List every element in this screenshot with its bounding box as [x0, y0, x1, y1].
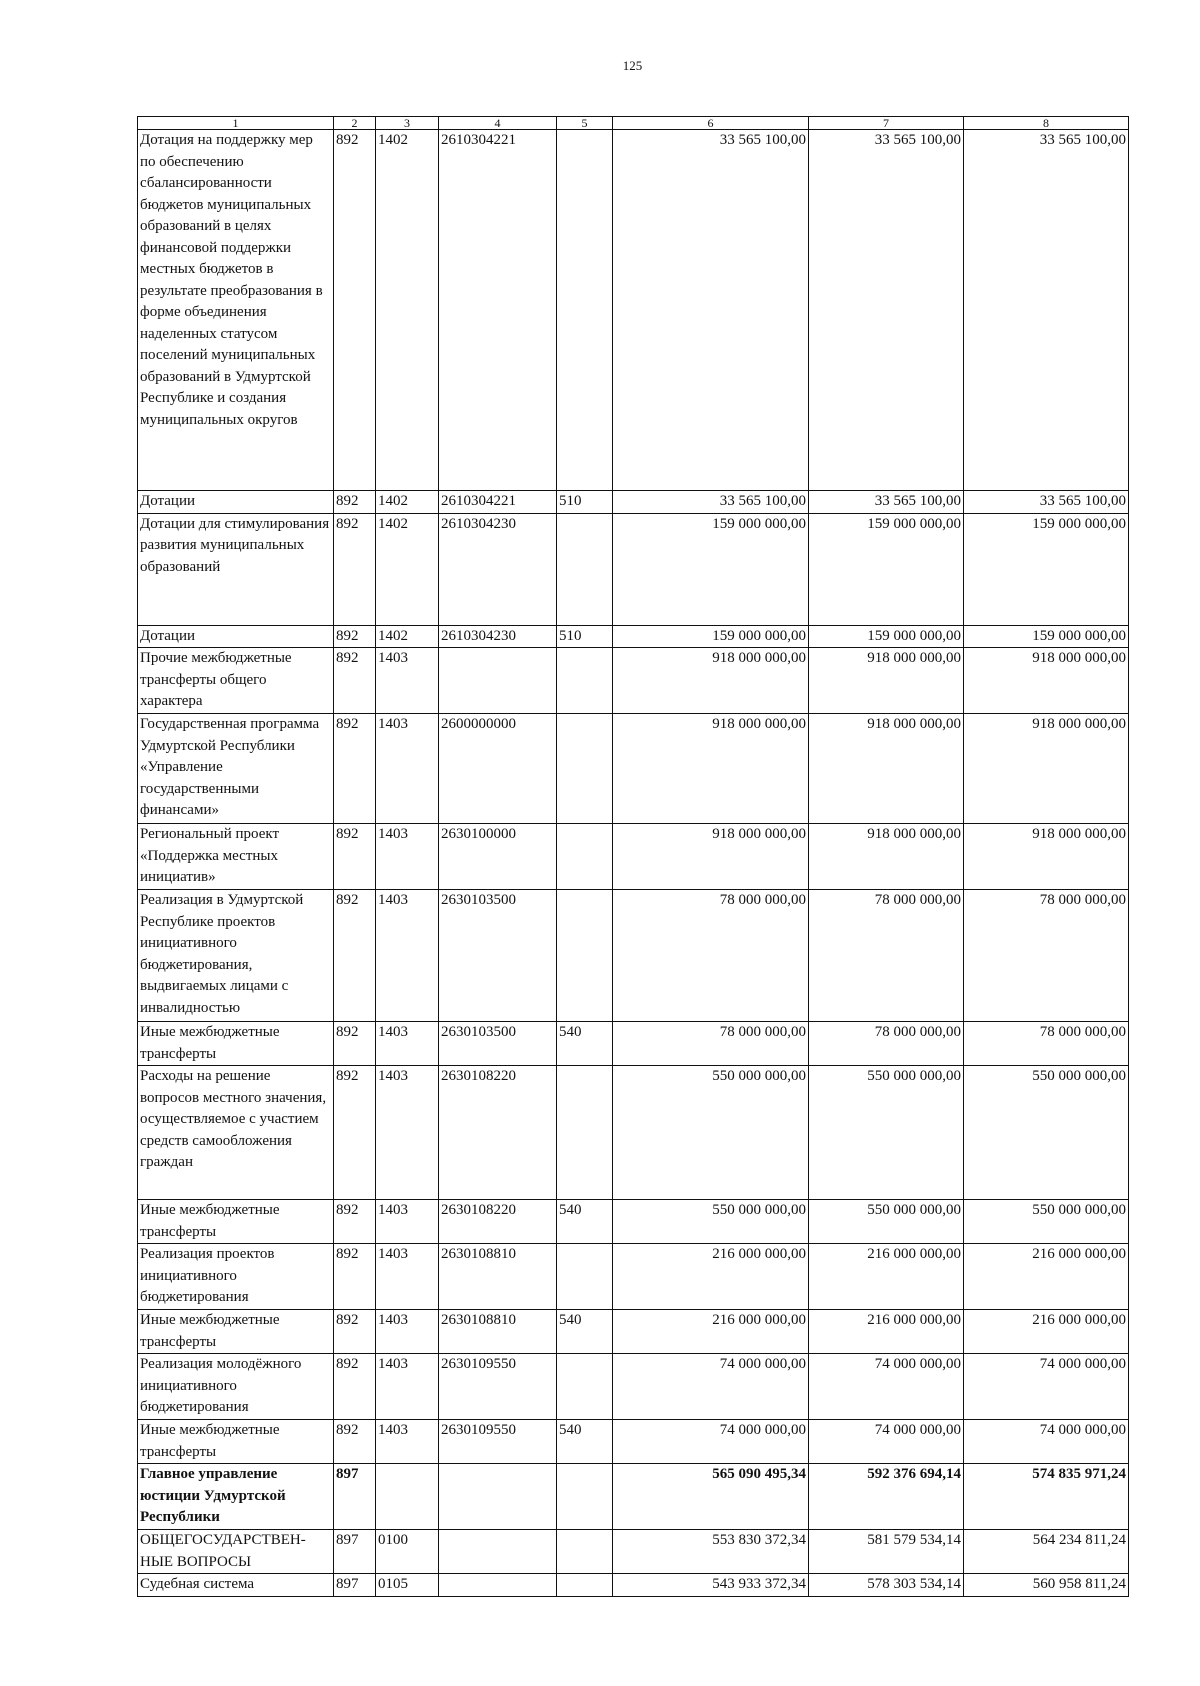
target-article-code: 2610304221 — [439, 130, 557, 491]
grbs-code: 892 — [334, 824, 376, 890]
amount-year-3: 918 000 000,00 — [964, 648, 1129, 714]
section-code: 1402 — [376, 513, 439, 625]
expense-type-code — [557, 648, 613, 714]
table-row — [138, 491, 1129, 514]
amount-year-3: 918 000 000,00 — [964, 824, 1129, 890]
row-name: Иные межбюджетные трансферты — [138, 1200, 334, 1244]
section-code: 1402 — [376, 625, 439, 648]
target-article-code: 2610304221 — [439, 491, 557, 514]
amount-year-1: 33 565 100,00 — [613, 491, 809, 514]
header-cell: 8 — [964, 117, 1129, 130]
target-article-code: 2630103500 — [439, 1022, 557, 1066]
section-code: 1403 — [376, 1244, 439, 1310]
amount-year-2: 918 000 000,00 — [809, 824, 964, 890]
grbs-code: 892 — [334, 1354, 376, 1420]
amount-year-3: 216 000 000,00 — [964, 1310, 1129, 1354]
amount-year-3: 560 958 811,24 — [964, 1574, 1129, 1597]
grbs-code: 892 — [334, 1022, 376, 1066]
amount-year-2: 918 000 000,00 — [809, 648, 964, 714]
amount-year-2: 592 376 694,14 — [809, 1464, 964, 1530]
amount-year-2: 918 000 000,00 — [809, 714, 964, 824]
grbs-code: 892 — [334, 890, 376, 1022]
grbs-code: 892 — [334, 130, 376, 491]
budget-table — [137, 116, 1129, 1597]
table-row — [138, 1200, 1129, 1244]
row-name: Иные межбюджетные трансферты — [138, 1420, 334, 1464]
expense-type-code: 510 — [557, 625, 613, 648]
expense-type-code: 540 — [557, 1022, 613, 1066]
table-row — [138, 1354, 1129, 1420]
section-code: 0100 — [376, 1530, 439, 1574]
amount-year-3: 33 565 100,00 — [964, 491, 1129, 514]
expense-type-code — [557, 1464, 613, 1530]
grbs-code: 892 — [334, 1200, 376, 1244]
grbs-code: 892 — [334, 648, 376, 714]
expense-type-code: 510 — [557, 491, 613, 514]
amount-year-3: 550 000 000,00 — [964, 1066, 1129, 1200]
row-name: Региональный проект «Поддержка местных инициатив» — [138, 824, 334, 890]
row-name: Дотации — [138, 625, 334, 648]
expense-type-code — [557, 130, 613, 491]
target-article-code: 2610304230 — [439, 625, 557, 648]
grbs-code: 892 — [334, 491, 376, 514]
section-code: 1403 — [376, 714, 439, 824]
row-name: Реализация проектов инициативного бюджетирования — [138, 1244, 334, 1310]
table-row — [138, 1420, 1129, 1464]
section-code: 1403 — [376, 648, 439, 714]
expense-type-code — [557, 1244, 613, 1310]
table-row — [138, 1310, 1129, 1354]
amount-year-3: 33 565 100,00 — [964, 130, 1129, 491]
target-article-code: 2630108220 — [439, 1066, 557, 1200]
header-cell: 7 — [809, 117, 964, 130]
grbs-code: 892 — [334, 714, 376, 824]
section-code: 1403 — [376, 1022, 439, 1066]
amount-year-3: 74 000 000,00 — [964, 1354, 1129, 1420]
header-cell: 2 — [334, 117, 376, 130]
target-article-code — [439, 1574, 557, 1597]
amount-year-3: 918 000 000,00 — [964, 714, 1129, 824]
page-number: 125 — [622, 58, 643, 73]
expense-type-code: 540 — [557, 1420, 613, 1464]
table-row — [138, 1244, 1129, 1310]
grbs-code: 897 — [334, 1530, 376, 1574]
header-cell: 6 — [613, 117, 809, 130]
section-code: 1403 — [376, 1310, 439, 1354]
grbs-code: 892 — [334, 1244, 376, 1310]
amount-year-3: 564 234 811,24 — [964, 1530, 1129, 1574]
row-name: Реализация в Удмуртской Республике проектов инициативного бюджетирования, выдвигаемых лицами с инвалидностью — [138, 890, 334, 1022]
row-name: Прочие межбюджетные трансферты общего характера — [138, 648, 334, 714]
table-row — [138, 1530, 1129, 1574]
amount-year-1: 159 000 000,00 — [613, 625, 809, 648]
section-code: 1403 — [376, 824, 439, 890]
amount-year-3: 216 000 000,00 — [964, 1244, 1129, 1310]
amount-year-2: 159 000 000,00 — [809, 513, 964, 625]
row-name: ОБЩЕГОСУДАРСТВЕН-НЫЕ ВОПРОСЫ — [138, 1530, 334, 1574]
table-row — [138, 513, 1129, 625]
amount-year-3: 78 000 000,00 — [964, 1022, 1129, 1066]
table-row — [138, 824, 1129, 890]
row-name: Государственная программа Удмуртской Республики «Управление государственными финансами» — [138, 714, 334, 824]
section-code: 1403 — [376, 1420, 439, 1464]
table-row — [138, 130, 1129, 491]
amount-year-2: 74 000 000,00 — [809, 1354, 964, 1420]
row-name: Реализация молодёжного инициативного бюджетирования — [138, 1354, 334, 1420]
target-article-code — [439, 648, 557, 714]
header-cell: 5 — [557, 117, 613, 130]
amount-year-1: 216 000 000,00 — [613, 1310, 809, 1354]
amount-year-1: 216 000 000,00 — [613, 1244, 809, 1310]
section-code: 1402 — [376, 130, 439, 491]
expense-type-code: 540 — [557, 1310, 613, 1354]
header-cell: 4 — [439, 117, 557, 130]
grbs-code: 892 — [334, 1420, 376, 1464]
amount-year-1: 543 933 372,34 — [613, 1574, 809, 1597]
amount-year-2: 33 565 100,00 — [809, 130, 964, 491]
amount-year-2: 78 000 000,00 — [809, 1022, 964, 1066]
target-article-code — [439, 1530, 557, 1574]
target-article-code: 2630103500 — [439, 890, 557, 1022]
section-code: 0105 — [376, 1574, 439, 1597]
grbs-code: 892 — [334, 625, 376, 648]
amount-year-3: 574 835 971,24 — [964, 1464, 1129, 1530]
expense-type-code — [557, 513, 613, 625]
section-code: 1403 — [376, 890, 439, 1022]
amount-year-1: 78 000 000,00 — [613, 1022, 809, 1066]
amount-year-3: 159 000 000,00 — [964, 513, 1129, 625]
target-article-code: 2630108220 — [439, 1200, 557, 1244]
table-row — [138, 1022, 1129, 1066]
grbs-code: 897 — [334, 1574, 376, 1597]
grbs-code: 897 — [334, 1464, 376, 1530]
row-name: Судебная система — [138, 1574, 334, 1597]
amount-year-3: 159 000 000,00 — [964, 625, 1129, 648]
amount-year-1: 565 090 495,34 — [613, 1464, 809, 1530]
target-article-code: 2630108810 — [439, 1310, 557, 1354]
header-cell: 3 — [376, 117, 439, 130]
amount-year-1: 159 000 000,00 — [613, 513, 809, 625]
section-code: 1402 — [376, 491, 439, 514]
expense-type-code — [557, 1574, 613, 1597]
table-row — [138, 1574, 1129, 1597]
section-code — [376, 1464, 439, 1530]
table-row — [138, 625, 1129, 648]
section-code: 1403 — [376, 1354, 439, 1420]
amount-year-1: 550 000 000,00 — [613, 1066, 809, 1200]
expense-type-code — [557, 714, 613, 824]
column-number-header — [138, 117, 1129, 130]
expense-type-code — [557, 1530, 613, 1574]
table-row — [138, 714, 1129, 824]
amount-year-1: 74 000 000,00 — [613, 1354, 809, 1420]
amount-year-1: 918 000 000,00 — [613, 714, 809, 824]
expense-type-code — [557, 1066, 613, 1200]
target-article-code: 2600000000 — [439, 714, 557, 824]
amount-year-1: 33 565 100,00 — [613, 130, 809, 491]
amount-year-1: 918 000 000,00 — [613, 648, 809, 714]
amount-year-2: 33 565 100,00 — [809, 491, 964, 514]
amount-year-1: 550 000 000,00 — [613, 1200, 809, 1244]
row-name: Дотации для стимулирования развития муниципальных образований — [138, 513, 334, 625]
amount-year-1: 918 000 000,00 — [613, 824, 809, 890]
grbs-code: 892 — [334, 1066, 376, 1200]
target-article-code: 2630109550 — [439, 1420, 557, 1464]
expense-type-code — [557, 890, 613, 1022]
target-article-code: 2630100000 — [439, 824, 557, 890]
table-row — [138, 890, 1129, 1022]
header-cell: 1 — [138, 117, 334, 130]
expense-type-code: 540 — [557, 1200, 613, 1244]
grbs-code: 892 — [334, 1310, 376, 1354]
amount-year-1: 78 000 000,00 — [613, 890, 809, 1022]
target-article-code — [439, 1464, 557, 1530]
target-article-code: 2630108810 — [439, 1244, 557, 1310]
table-row — [138, 1066, 1129, 1200]
amount-year-2: 550 000 000,00 — [809, 1066, 964, 1200]
row-name: Иные межбюджетные трансферты — [138, 1022, 334, 1066]
expense-type-code — [557, 1354, 613, 1420]
amount-year-3: 78 000 000,00 — [964, 890, 1129, 1022]
target-article-code: 2610304230 — [439, 513, 557, 625]
grbs-code: 892 — [334, 513, 376, 625]
table-row — [138, 1464, 1129, 1530]
amount-year-2: 78 000 000,00 — [809, 890, 964, 1022]
amount-year-2: 216 000 000,00 — [809, 1310, 964, 1354]
row-name: Расходы на решение вопросов местного значения, осуществляемое с участием средств самообложения граждан — [138, 1066, 334, 1200]
row-name: Дотация на поддержку мер по обеспечению сбалансированности бюджетов муниципальных образований в целях финансовой поддержки местных бюджетов в результате преобразования в форме объединения наделенных статусом поселений муниципальных образований в Удмуртской Республике и создания муниципальных округов — [138, 130, 334, 491]
expense-type-code — [557, 824, 613, 890]
target-article-code: 2630109550 — [439, 1354, 557, 1420]
amount-year-1: 553 830 372,34 — [613, 1530, 809, 1574]
amount-year-3: 550 000 000,00 — [964, 1200, 1129, 1244]
row-name: Иные межбюджетные трансферты — [138, 1310, 334, 1354]
amount-year-2: 550 000 000,00 — [809, 1200, 964, 1244]
amount-year-2: 159 000 000,00 — [809, 625, 964, 648]
amount-year-2: 216 000 000,00 — [809, 1244, 964, 1310]
section-code: 1403 — [376, 1200, 439, 1244]
amount-year-1: 74 000 000,00 — [613, 1420, 809, 1464]
amount-year-3: 74 000 000,00 — [964, 1420, 1129, 1464]
section-code: 1403 — [376, 1066, 439, 1200]
table-row — [138, 648, 1129, 714]
amount-year-2: 74 000 000,00 — [809, 1420, 964, 1464]
row-name: Дотации — [138, 491, 334, 514]
row-name: Главное управление юстиции Удмуртской Республики — [138, 1464, 334, 1530]
amount-year-2: 581 579 534,14 — [809, 1530, 964, 1574]
amount-year-2: 578 303 534,14 — [809, 1574, 964, 1597]
